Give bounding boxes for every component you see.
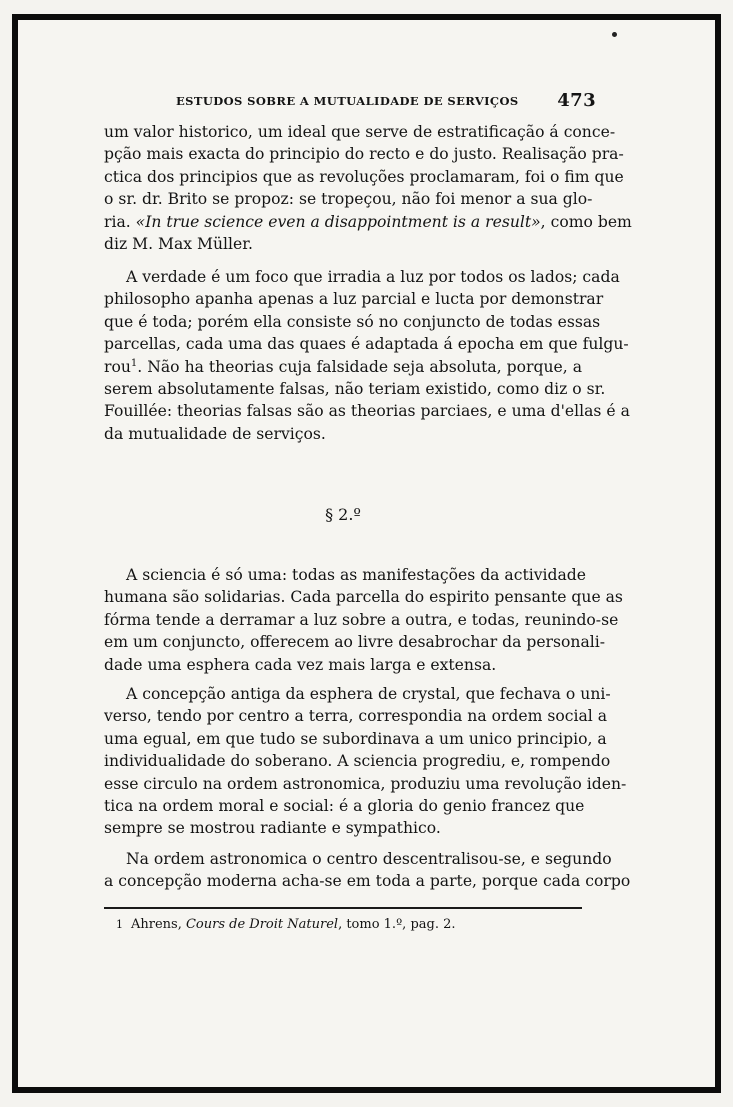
text-span: ria. bbox=[104, 212, 136, 231]
text-line: individualidade do soberano. A sciencia progrediu, e, rompendo bbox=[104, 752, 611, 771]
text-line: a concepção moderna acha-se em toda a parte, porque cada corpo bbox=[104, 872, 631, 891]
running-title: ESTUDOS SOBRE A MUTUALIDADE DE SERVIÇOS bbox=[176, 94, 519, 108]
paragraph-3 bbox=[104, 564, 623, 676]
footnote-rule bbox=[104, 907, 582, 909]
footnote-ref: 1 bbox=[130, 357, 138, 369]
text-line: uma egual, em que tudo se subordinava a um unico principio, a bbox=[104, 729, 607, 748]
text-line: sempre se mostrou radiante e sympathico. bbox=[104, 819, 441, 838]
text-line: A concepção antiga da esphera de crystal, que fechava o uni- bbox=[126, 685, 611, 703]
footnote-number: 1 bbox=[116, 918, 123, 931]
text-line: A sciencia é só uma: todas as manifestações da actividade bbox=[126, 566, 587, 584]
text-line bbox=[104, 356, 582, 378]
text-line: philosopho apanha apenas a luz parcial e lucta por demonstrar bbox=[104, 290, 604, 309]
text-line: um valor historico, um ideal que serve de estratificação á conce- bbox=[104, 123, 616, 141]
text-line: dade uma esphera cada vez mais larga e extensa. bbox=[104, 655, 497, 674]
paragraph-4 bbox=[104, 683, 627, 840]
text-line bbox=[104, 211, 632, 233]
text-line: fórma tende a derramar a luz sobre a outra, e todas, reunindo-se bbox=[104, 610, 619, 629]
text-line: humana são solidarias. Cada parcella do espirito pensante que as bbox=[104, 588, 623, 607]
text-line: da mutualidade de serviços. bbox=[104, 424, 326, 443]
paragraph-1 bbox=[104, 121, 632, 255]
text-line: serem absolutamente falsas, não teriam existido, como diz o sr. bbox=[104, 380, 606, 399]
text-span: . Não ha theorias cuja falsidade seja absoluta, porque, a bbox=[137, 357, 582, 376]
footnote bbox=[116, 917, 456, 932]
footnote-rest: , tomo 1.º, pag. 2. bbox=[338, 917, 456, 932]
section-heading: § 2.º bbox=[325, 505, 361, 524]
text-line: parcellas, cada uma das quaes é adaptada á epocha em que fulgu- bbox=[104, 335, 629, 354]
text-line: tica na ordem moral e social: é a gloria do genio francez que bbox=[104, 797, 585, 816]
footnote-title: Cours de Droit Naturel bbox=[185, 917, 339, 932]
text-line: diz M. Max Müller. bbox=[104, 235, 253, 254]
text-line: que é toda; porém ella consiste só no conjuncto de todas essas bbox=[104, 312, 601, 331]
text-line: pção mais exacta do principio do recto e do justo. Realisação pra- bbox=[104, 145, 624, 164]
text-line: Fouillée: theorias falsas são as theorias parciaes, e uma d'ellas é a bbox=[104, 402, 630, 421]
quote-italic: «In true science even a disappointment is a result» bbox=[135, 212, 541, 231]
footnote-author: Ahrens, bbox=[131, 917, 186, 932]
paragraph-5 bbox=[104, 848, 631, 893]
text-line: o sr. dr. Brito se propoz: se tropeçou, não foi menor a sua glo- bbox=[104, 190, 593, 209]
text-span: , como bem bbox=[540, 212, 632, 231]
text-line: esse circulo na ordem astronomica, produziu uma revolução iden- bbox=[104, 774, 627, 793]
page-number: 473 bbox=[557, 90, 596, 111]
paragraph-2 bbox=[104, 266, 630, 445]
text-line: verso, tendo por centro a terra, correspondia na ordem social a bbox=[104, 707, 608, 726]
ink-speck bbox=[612, 32, 617, 37]
text-line: A verdade é um foco que irradia a luz por todos os lados; cada bbox=[126, 268, 620, 286]
text-line: ctica dos principios que as revoluções proclamaram, foi o fim que bbox=[104, 167, 624, 186]
text-line: em um conjuncto, offerecem ao livre desabrochar da personali- bbox=[104, 633, 605, 652]
running-header bbox=[176, 90, 596, 112]
text-line: Na ordem astronomica o centro descentralisou-se, e segundo bbox=[126, 850, 612, 868]
text-span: rou bbox=[104, 357, 131, 376]
